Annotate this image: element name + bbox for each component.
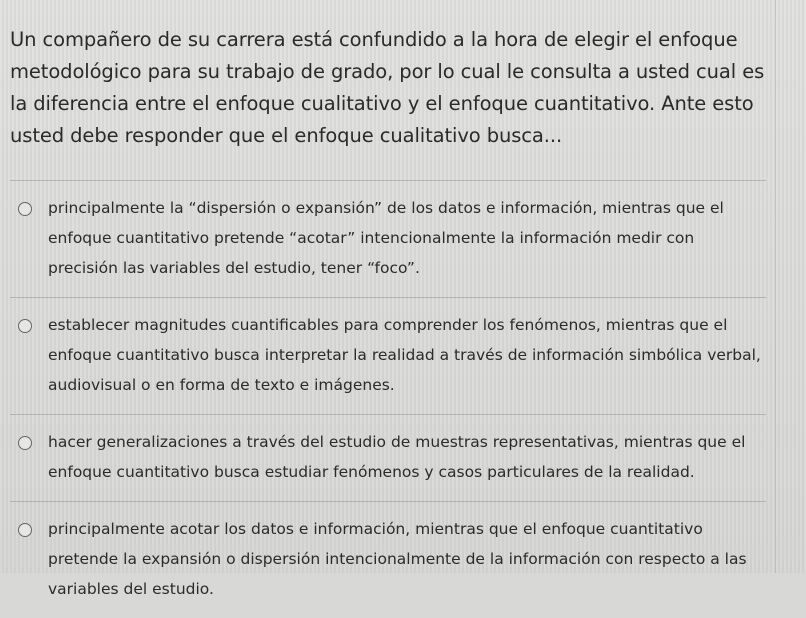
radio-button-icon[interactable] <box>18 523 32 537</box>
radio-button-icon[interactable] <box>18 319 32 333</box>
question-text: Un compañero de su carrera está confundido a la hora de elegir el enfoque metodológico para su trabajo de grado, por lo cual le consulta a usted cual es la diferencia entre el enfoque cualitativo y el enfoque cuantitativo. Ante esto usted debe responder que el enfoque cualitativo busca... <box>10 28 765 147</box>
answer-option-1[interactable] <box>0 181 806 297</box>
answer-option-label: principalmente la “dispersión o expansión” de los datos e información, mientras que el enfoque cuantitativo pretende “acotar” intencionalmente la información medir con precisión las variables del estudio, tener “foco”. <box>48 199 724 277</box>
answer-option-label: establecer magnitudes cuantificables para comprender los fenómenos, mientras que el enfoque cuantitativo busca interpretar la realidad a través de información simbólica verbal, audiovisual o en forma de texto e imágenes. <box>48 316 761 394</box>
answer-option-label: hacer generalizaciones a través del estudio de muestras representativas, mientras que el enfoque cuantitativo busca estudiar fenómenos y casos particulares de la realidad. <box>48 433 746 481</box>
radio-button-icon[interactable] <box>18 436 32 450</box>
answer-options <box>0 181 806 618</box>
page-edge-line <box>775 0 776 573</box>
answer-option-4[interactable] <box>0 502 806 618</box>
answer-option-2[interactable] <box>0 298 806 414</box>
radio-button-icon[interactable] <box>18 202 32 216</box>
answer-option-3[interactable] <box>0 415 806 501</box>
answer-option-label: principalmente acotar los datos e información, mientras que el enfoque cuantitativo pretende la expansión o dispersión intencionalmente de la información con respecto a las variables del estudio. <box>48 520 747 598</box>
